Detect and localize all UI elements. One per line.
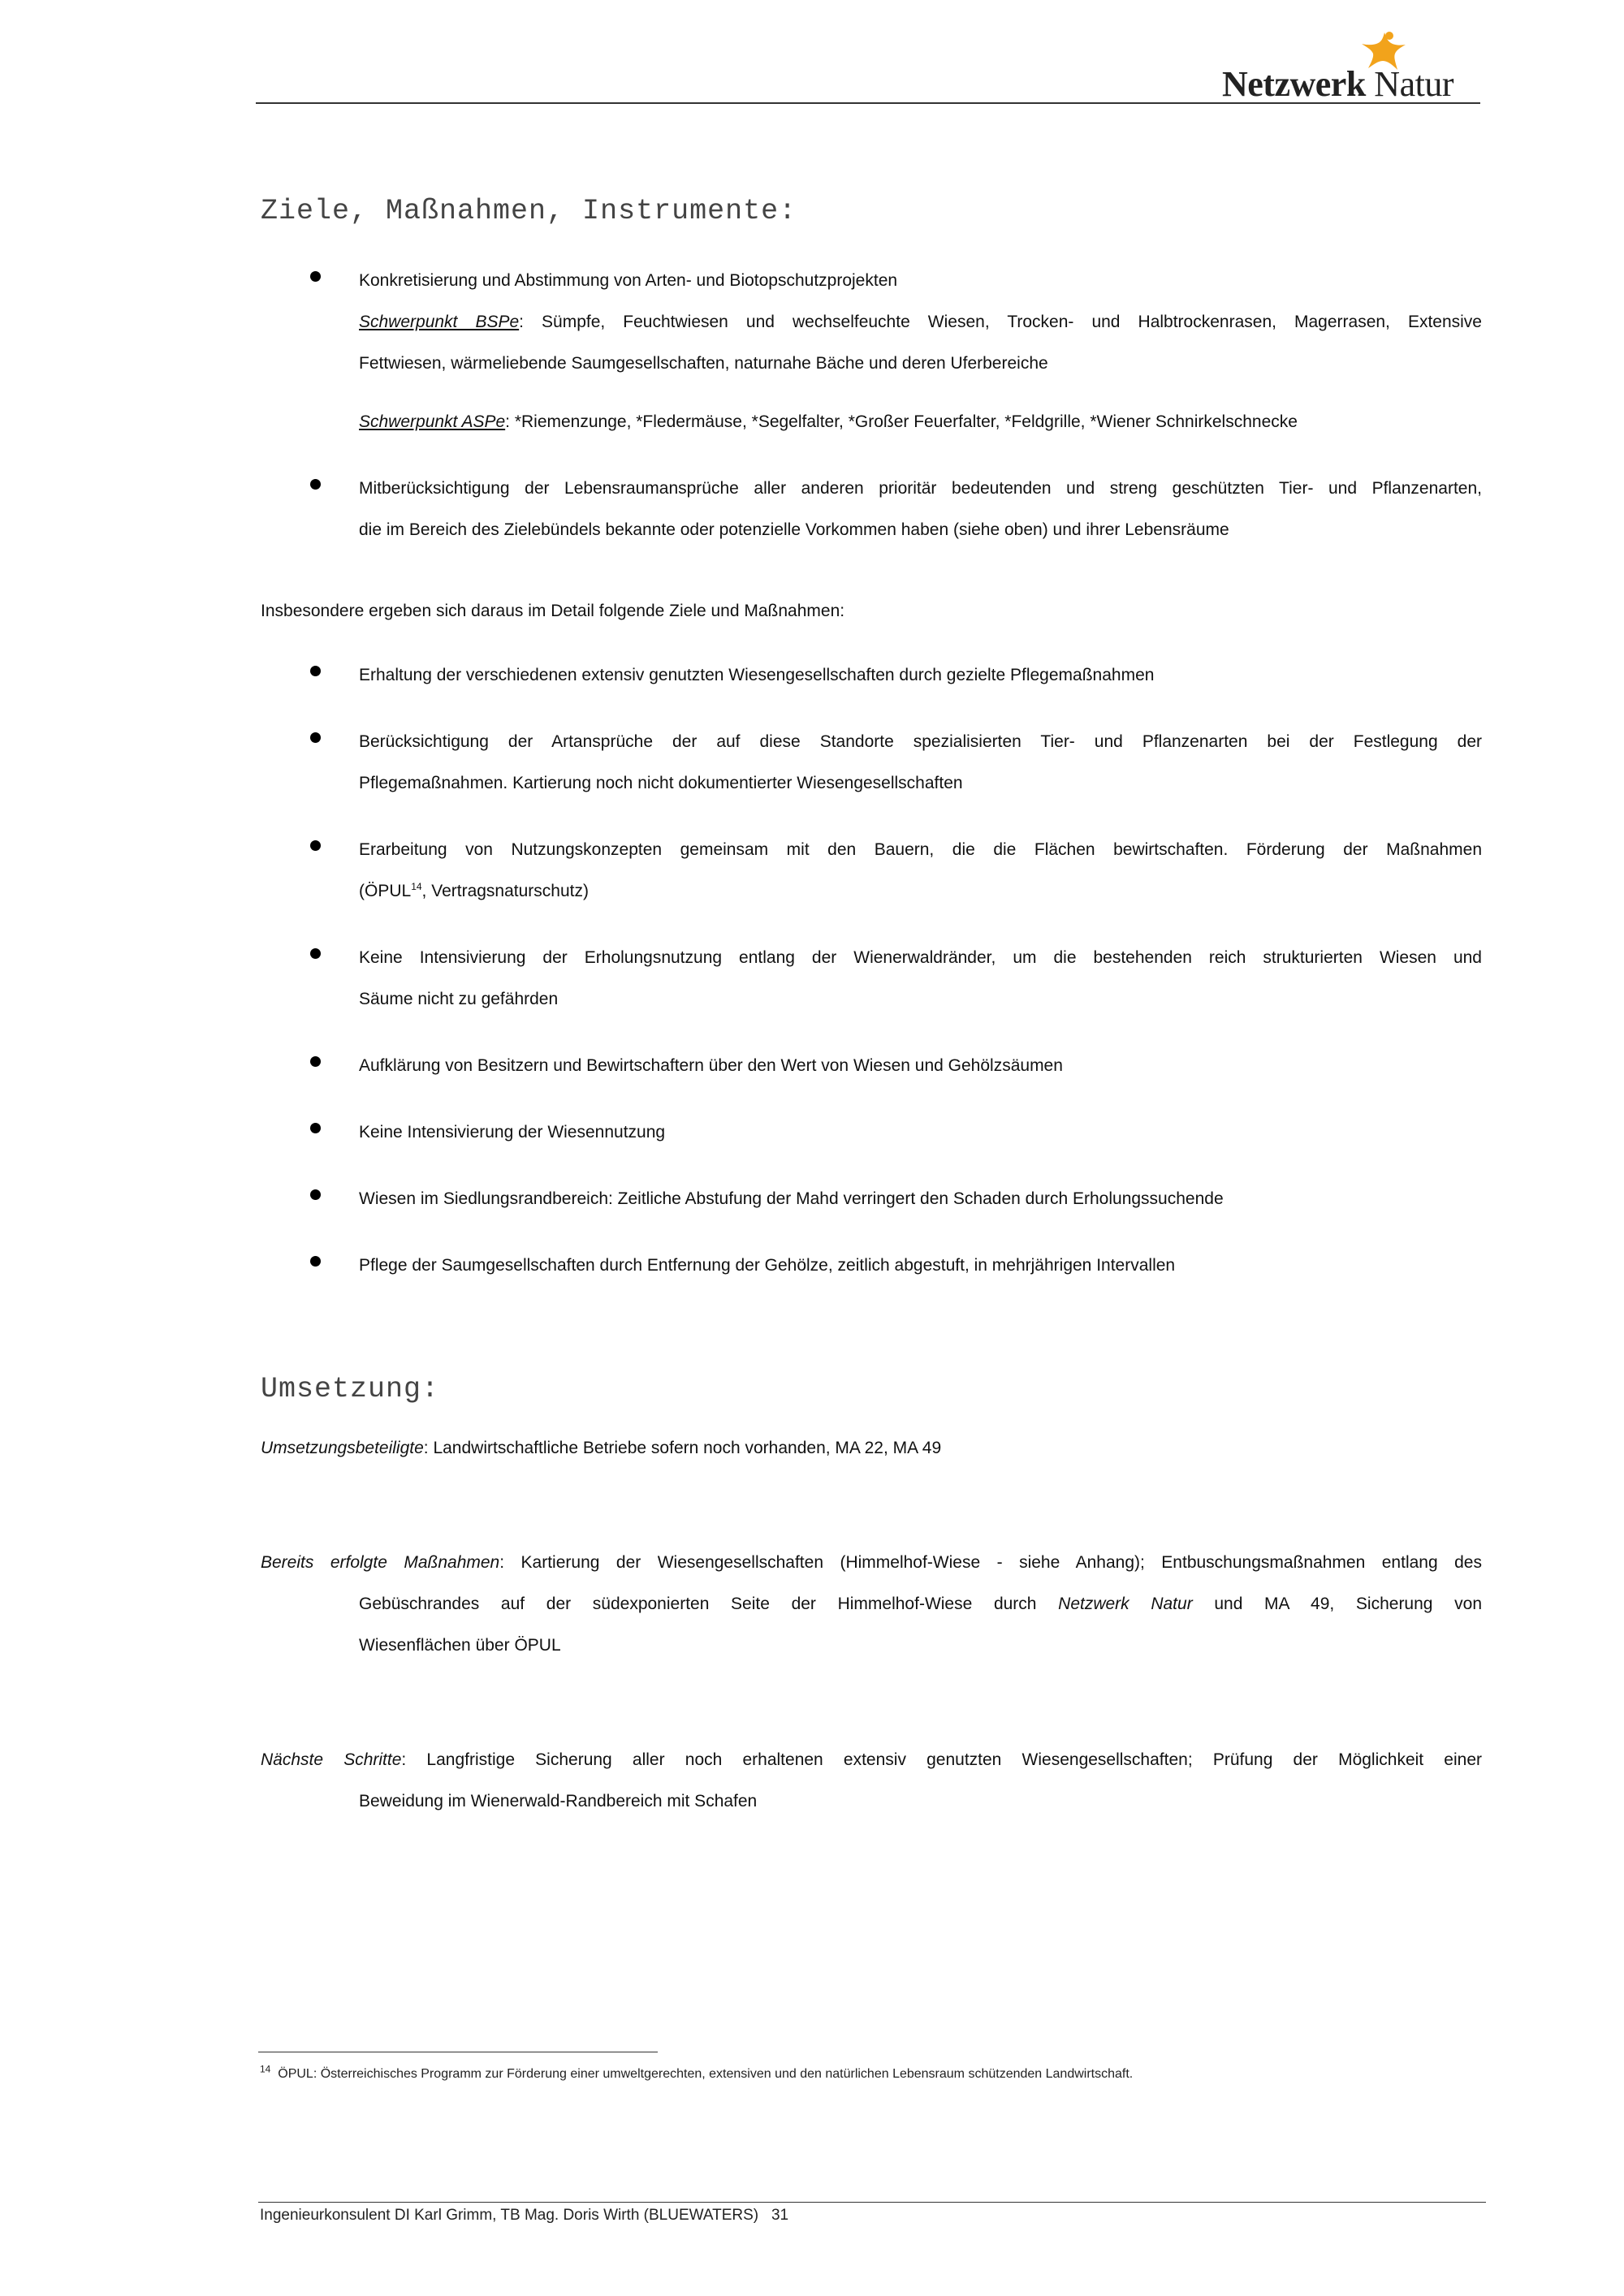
footnote-number: 14 bbox=[260, 2063, 271, 2075]
bereits-label: Bereits erfolgte Maßnahmen bbox=[261, 1553, 500, 1572]
vertrag-text: , Vertragsnaturschutz) bbox=[421, 882, 589, 900]
netzwerk-natur-logo bbox=[1222, 31, 1482, 104]
list-item: Wiesen im Siedlungsrandbereich: Zeitliche Abstufung der Mahd verringert den Schaden durch Erholungssuchende bbox=[359, 1189, 1224, 1208]
list-item: Berücksichtigung der Artansprüche der auf diese Standorte spezialisierten Tier- und Pflanzenarten bei der Festlegung der bbox=[359, 732, 1482, 751]
footer bbox=[260, 2207, 788, 2225]
bereits-line-2 bbox=[359, 1595, 1482, 1614]
bullet-icon bbox=[310, 666, 321, 676]
list-item: Erhaltung der verschiedenen extensiv genutzten Wiesengesellschaften durch gezielte Pflegemaßnahmen bbox=[359, 666, 1155, 684]
header-rule bbox=[256, 102, 1480, 104]
bullet-text: Mitberücksichtigung der Lebensraumansprüche aller anderen prioritär bedeutenden und streng geschützten Tier- und Pflanzenarten, bbox=[359, 479, 1482, 498]
list-item-cont: Säume nicht zu gefährden bbox=[359, 990, 559, 1008]
next-line-2: Beweidung im Wienerwald-Randbereich mit Schafen bbox=[359, 1792, 758, 1810]
bullet-text: Konkretisierung und Abstimmung von Arten- und Biotopschutzprojekten bbox=[359, 271, 898, 290]
bullet-icon bbox=[310, 840, 321, 851]
page-number: 31 bbox=[771, 2207, 789, 2224]
list-item: Erarbeitung von Nutzungskonzepten gemeinsam mit den Bauern, die die Flächen bewirtschaften. Förderung der Maßnahmen bbox=[359, 840, 1482, 859]
footnote-ref[interactable]: 14 bbox=[411, 881, 422, 892]
list-item-cont: Pflegemaßnahmen. Kartierung noch nicht dokumentierter Wiesengesellschaften bbox=[359, 774, 963, 792]
logo-text-bold: Netzwerk bbox=[1222, 64, 1366, 104]
bullet-icon bbox=[310, 479, 321, 490]
intro-text: Insbesondere ergeben sich daraus im Detail folgende Ziele und Maßnahmen: bbox=[261, 602, 845, 620]
bullet-icon bbox=[310, 271, 321, 282]
bullet-icon bbox=[310, 948, 321, 959]
asp-label: Schwerpunkt ASPe bbox=[359, 412, 506, 431]
bereits-text: : Kartierung der Wiesengesellschaften (Himmelhof-Wiese - siehe Anhang); Entbuschungsmaßnahmen entlang des bbox=[499, 1553, 1482, 1572]
bereits-line-3: Wiesenflächen über ÖPUL bbox=[359, 1636, 561, 1655]
bullet-icon bbox=[310, 1123, 321, 1133]
bullet-text-cont: die im Bereich des Zielebündels bekannte oder potenzielle Vorkommen haben (siehe oben) und ihrer Lebensräume bbox=[359, 520, 1229, 539]
asp-line bbox=[359, 412, 1298, 432]
section-heading-umsetzung: Umsetzung: bbox=[261, 1373, 440, 1405]
bereits-text-2a: Gebüschrandes auf der südexponierten Seite der Himmelhof-Wiese durch bbox=[359, 1595, 1037, 1613]
list-item: Aufklärung von Besitzern und Bewirtschaftern über den Wert von Wiesen und Gehölzsäumen bbox=[359, 1056, 1063, 1075]
next-text: : Langfristige Sicherung aller noch erhaltenen extensiv genutzten Wiesengesellschaften; Prüfung der Möglichkeit einer bbox=[401, 1750, 1482, 1769]
asp-text: : *Riemenzunge, *Fledermäuse, *Segelfalter, *Großer Feuerfalter, *Feldgrille, *Wiener Schnirkelschnecke bbox=[505, 412, 1298, 431]
bsp-text: : Sümpfe, Feuchtwiesen und wechselfeuchte Wiesen, Trocken- und Halbtrockenrasen, Magerrasen, Extensive bbox=[519, 313, 1482, 331]
beteiligte-text: : Landwirtschaftliche Betriebe sofern noch vorhanden, MA 22, MA 49 bbox=[423, 1439, 942, 1457]
bullet-icon bbox=[310, 1056, 321, 1067]
opul-text: (ÖPUL bbox=[359, 882, 412, 900]
bullet-icon bbox=[310, 1256, 321, 1267]
footer-text: Ingenieurkonsulent DI Karl Grimm, TB Mag. Doris Wirth (BLUEWATERS) bbox=[260, 2207, 759, 2224]
bsp-line bbox=[359, 313, 1482, 332]
bullet-icon bbox=[310, 1189, 321, 1200]
footer-rule bbox=[258, 2202, 1486, 2203]
logo-text bbox=[1222, 63, 1453, 105]
list-item: Pflege der Saumgesellschaften durch Entfernung der Gehölze, zeitlich abgestuft, in mehrjährigen Intervallen bbox=[359, 1256, 1176, 1275]
bsp-line-2: Fettwiesen, wärmeliebende Saumgesellschaften, naturnahe Bäche und deren Uferbereiche bbox=[359, 354, 1048, 373]
bereits-text-2b: und MA 49, Sicherung von bbox=[1214, 1595, 1482, 1613]
bsp-label: Schwerpunkt BSPe bbox=[359, 313, 520, 331]
list-item: Keine Intensivierung der Wiesennutzung bbox=[359, 1123, 666, 1142]
beteiligte-label: Umsetzungsbeteiligte bbox=[261, 1439, 424, 1457]
bullet-icon bbox=[310, 732, 321, 743]
footnote-text: ÖPUL: Österreichisches Programm zur Förderung einer umweltgerechten, extensiven und den natürlichen Lebensraum schützenden Landwirtschaft. bbox=[278, 2067, 1134, 2081]
next-line-1 bbox=[261, 1750, 1482, 1770]
next-label: Nächste Schritte bbox=[261, 1750, 402, 1769]
list-item-cont bbox=[359, 882, 589, 901]
logo-text-regular: Natur bbox=[1374, 64, 1453, 104]
umsetzungsbeteiligte-line bbox=[261, 1439, 941, 1458]
bereits-line-1 bbox=[261, 1553, 1482, 1573]
list-item: Keine Intensivierung der Erholungsnutzung entlang der Wienerwaldränder, um die bestehenden reich strukturierten Wiesen und bbox=[359, 948, 1482, 967]
footnote bbox=[260, 2063, 1134, 2082]
section-heading-ziele: Ziele, Maßnahmen, Instrumente: bbox=[261, 195, 797, 227]
netzwerk-natur-mention: Netzwerk Natur bbox=[1058, 1595, 1193, 1613]
